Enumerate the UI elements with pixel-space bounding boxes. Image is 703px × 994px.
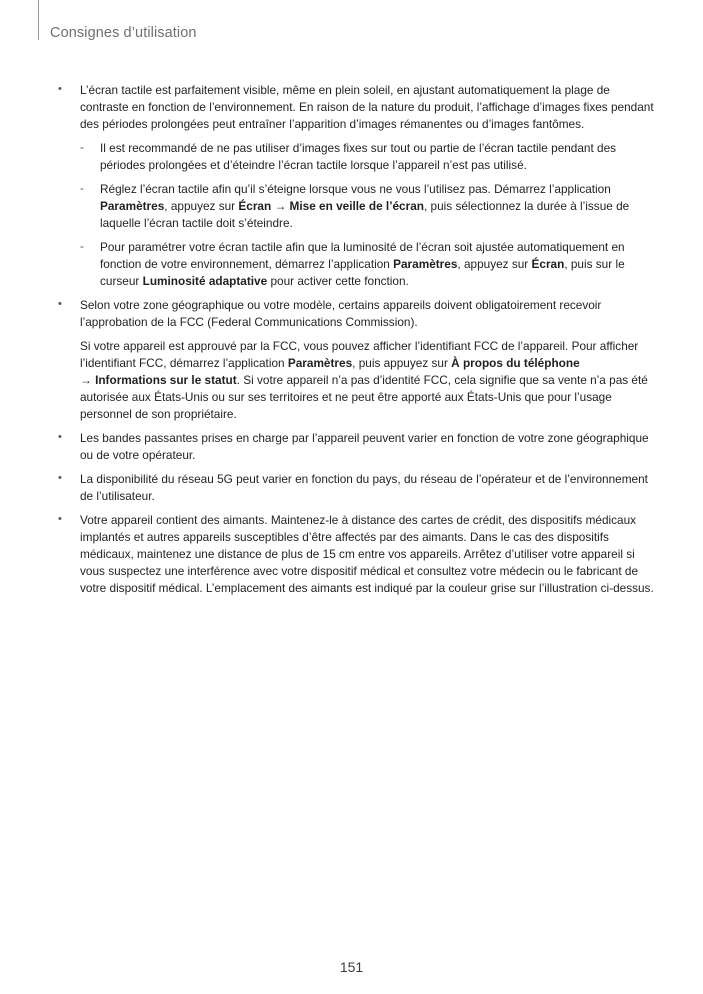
page-number: 151 <box>339 959 364 975</box>
bullet-item-magnets <box>58 512 656 597</box>
arrow-icon: → <box>80 373 92 387</box>
bullet-item-5g <box>58 471 656 505</box>
bullet-marker: • <box>58 431 62 443</box>
bullet-marker: • <box>58 472 62 484</box>
bullet-marker: • <box>58 513 62 525</box>
dash-marker: - <box>80 239 84 253</box>
page-content <box>58 82 656 604</box>
paragraph-magnets: Votre appareil contient des aimants. Maintenez-le à distance des cartes de crédit, des dispositifs médicaux implantés et autres appareils susceptibles d’être affectés par des aimants. Dans le cas des dispositifs médicaux, maintenez une distance de plus de 15 cm entre vos appareils. Arrêtez d’utiliser votre appareil si vous suspectez une interférence avec votre dispositif médical et consultez votre médecin ou le fabricant de votre dispositif médical. L’emplacement des aimants est indiqué par la couleur grise sur l’illustration ci-dessus. <box>80 513 654 595</box>
dash-marker: - <box>80 140 84 154</box>
paragraph-bands: Les bandes passantes prises en charge par l’appareil peuvent varier en fonction de votre zone géographique ou de votre opérateur. <box>80 431 649 462</box>
menu-path-about-phone: À propos du téléphone <box>451 356 580 370</box>
paragraph-fcc-approval: Selon votre zone géographique ou votre modèle, certains appareils doivent obligatoirement recevoir l’approbation de la FCC (Federal Communications Commission). <box>80 298 602 329</box>
sub-item-screen-timeout <box>80 181 656 232</box>
sub-item-text: Il est recommandé de ne pas utiliser d’images fixes sur tout ou partie de l’écran tactile pendant des périodes prolongées et d’éteindre l’écran tactile lorsque l’appareil n’est pas utilisé. <box>100 141 617 172</box>
menu-path-settings: Paramètres <box>287 356 353 370</box>
bullet-marker: • <box>58 298 62 310</box>
dash-marker: - <box>80 181 84 195</box>
paragraph-5g: La disponibilité du réseau 5G peut varier en fonction du pays, du réseau de l’opérateur et de l’environnement de l’utilisateur. <box>80 472 648 503</box>
bullet-item-screen <box>58 82 656 290</box>
sub-item-text: Réglez l’écran tactile afin qu’il s’éteigne lorsque vous ne vous l’utilisez pas. Démarrez l’application Paramètres, appuyez sur Écran → Mise en veille de l’écran, puis sélectionnez la durée à l’issue de laquelle l’écran tactile doit s’éteindre. <box>100 182 630 230</box>
menu-path-status-info: Informations sur le statut <box>95 373 237 387</box>
paragraph-screen: L’écran tactile est parfaitement visible, même en plein soleil, en ajustant automatiquement la plage de contraste en fonction de l’environnement. En raison de la nature du produit, l’affichage d’images fixes pendant des périodes prolongées peut entraîner l’apparition d’images rémanentes ou d’images fantômes. <box>80 83 654 131</box>
arrow-icon: → <box>274 199 287 213</box>
menu-path-screen-timeout: Mise en veille de l’écran <box>289 199 424 213</box>
menu-path-display: Écran <box>238 199 272 213</box>
menu-path-display: Écran <box>531 257 565 271</box>
header-divider <box>38 0 39 40</box>
sub-item-text: Pour paramétrer votre écran tactile afin que la luminosité de l’écran soit ajustée automatiquement en fonction de votre environnement, démarrez l’application Paramètres, appuyez sur Écran, puis sur le curseur Luminosité adaptative pour activer cette fonction. <box>100 240 625 288</box>
menu-path-settings: Paramètres <box>100 199 165 213</box>
menu-path-settings: Paramètres <box>393 257 458 271</box>
bullet-marker: • <box>58 83 62 95</box>
sub-item-adaptive-brightness <box>80 239 656 290</box>
menu-path-adaptive-brightness: Luminosité adaptative <box>142 274 268 288</box>
bullet-item-bands <box>58 430 656 464</box>
sub-item-still-images <box>80 140 656 174</box>
page-header-title: Consignes d’utilisation <box>50 25 197 41</box>
paragraph-fcc-id: Si votre appareil est approuvé par la FCC, vous pouvez afficher l’identifiant FCC de l’appareil. Pour afficher l’identifiant FCC, démarrez l’application Paramètres, puis appuyez sur À propos du téléphone → Informations sur le statut. Si votre appareil n’a pas d’identité FCC, cela signifie que sa vente n’a pas été autorisée aux États-Unis ou sur ses territoires et ne peut être apporté aux États-Unis que pour l’usage personnel de son propriétaire. <box>80 339 648 421</box>
sub-list <box>80 140 656 290</box>
bullet-item-fcc <box>58 297 656 423</box>
